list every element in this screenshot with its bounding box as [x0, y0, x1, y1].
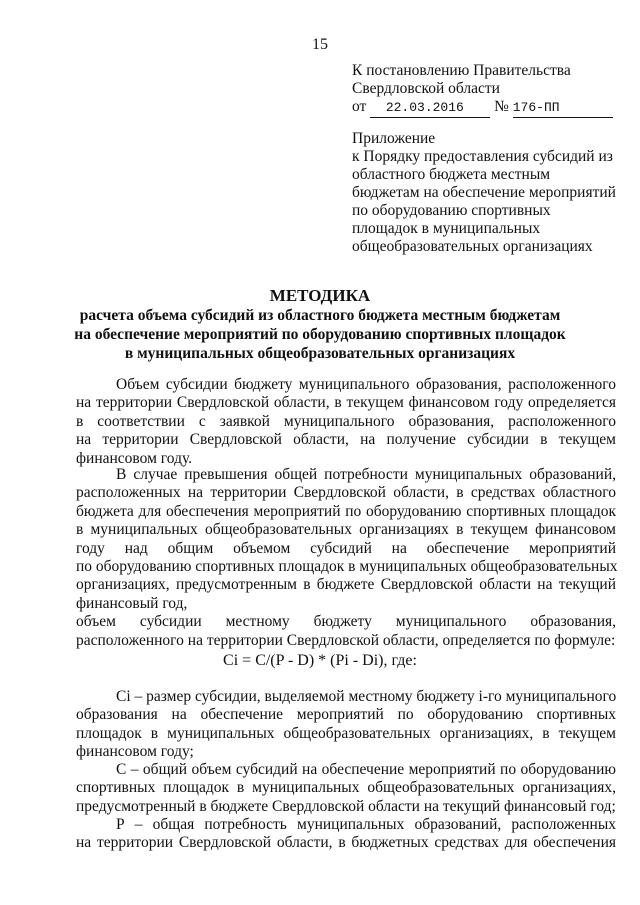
appendix-line: по оборудованию спортивных [352, 202, 551, 219]
paragraph-1: Объем субсидии бюджету муниципального образования, расположенного на территории Свердловской области, в текущем финансовом году определяется в соответствии с заявкой муниципального образования, расположенного на территории Свердловской области, на получение субсидии в текущем финансовом году. [76, 376, 616, 467]
appendix-line: площадок в муниципальных [352, 220, 541, 237]
appendix-line: к Порядку предоставления субсидий из [352, 148, 613, 165]
resolution-number: 176-ПП [513, 99, 613, 118]
paragraph-ci: Ci – размер субсидии, выделяемой местному бюджету i-го муниципального образования на обеспечение мероприятий по оборудованию спортивных площадок в муниципальных общеобразовательных организациях, в текущем финансовом году; [76, 688, 617, 761]
resolution-line-1: К постановлению Правительства [352, 62, 571, 79]
resolution-reference [352, 62, 613, 118]
resolution-line-2: Свердловской области [352, 80, 500, 97]
document-title: МЕТОДИКА [269, 286, 371, 305]
formula: Ci = C/(P - D) * (Pi - Di), где: [223, 652, 417, 669]
resolution-date: 22.03.2016 [370, 99, 490, 118]
appendix-reference [352, 130, 616, 256]
page-number: 15 [312, 36, 328, 53]
appendix-line: Приложение [352, 130, 436, 147]
document-subtitle: расчета объема субсидий из областного бюджета местным бюджетам на обеспечение мероприятий по оборудованию спортивных площадок в муниципальных общеобразовательных организациях [74, 307, 566, 362]
appendix-line: бюджетам на обеспечение мероприятий [352, 184, 616, 201]
appendix-line: общеобразовательных организациях [352, 238, 593, 255]
paragraph-c: С – общий объем субсидий на обеспечение мероприятий по оборудованию спортивных площадок в муниципальных общеобразовательных организациях, предусмотренный в бюджете Свердловской области на текущий финансовый год; [76, 761, 616, 815]
paragraph-p: Р – общая потребность муниципальных образований, расположенных на территории Свердловской области, в бюджетных средствах для обеспечения [76, 816, 616, 852]
paragraph-2: В случае превышения общей потребности муниципальных образований, расположенных на территории Свердловской области, в средствах областного бюджета для обеспечения мероприятий по оборудованию спортивных площадок в муниципальных общеобразовательных организациях в текущем финансовом году над общим объемом субсидий на обеспечение мероприятий по оборудованию спортивных площадок в муниципальных общеобразовательных организациях, предусмотренным в бюджете Свердловской области на текущий финансовый год, объем субсидии местному бюджету муниципального образования, расположенного на территории Свердловской области, определяется по формуле: [76, 466, 618, 649]
resolution-date-line: от 22.03.2016 № 176-ПП [352, 98, 613, 118]
appendix-line: областного бюджета местным [352, 166, 551, 183]
